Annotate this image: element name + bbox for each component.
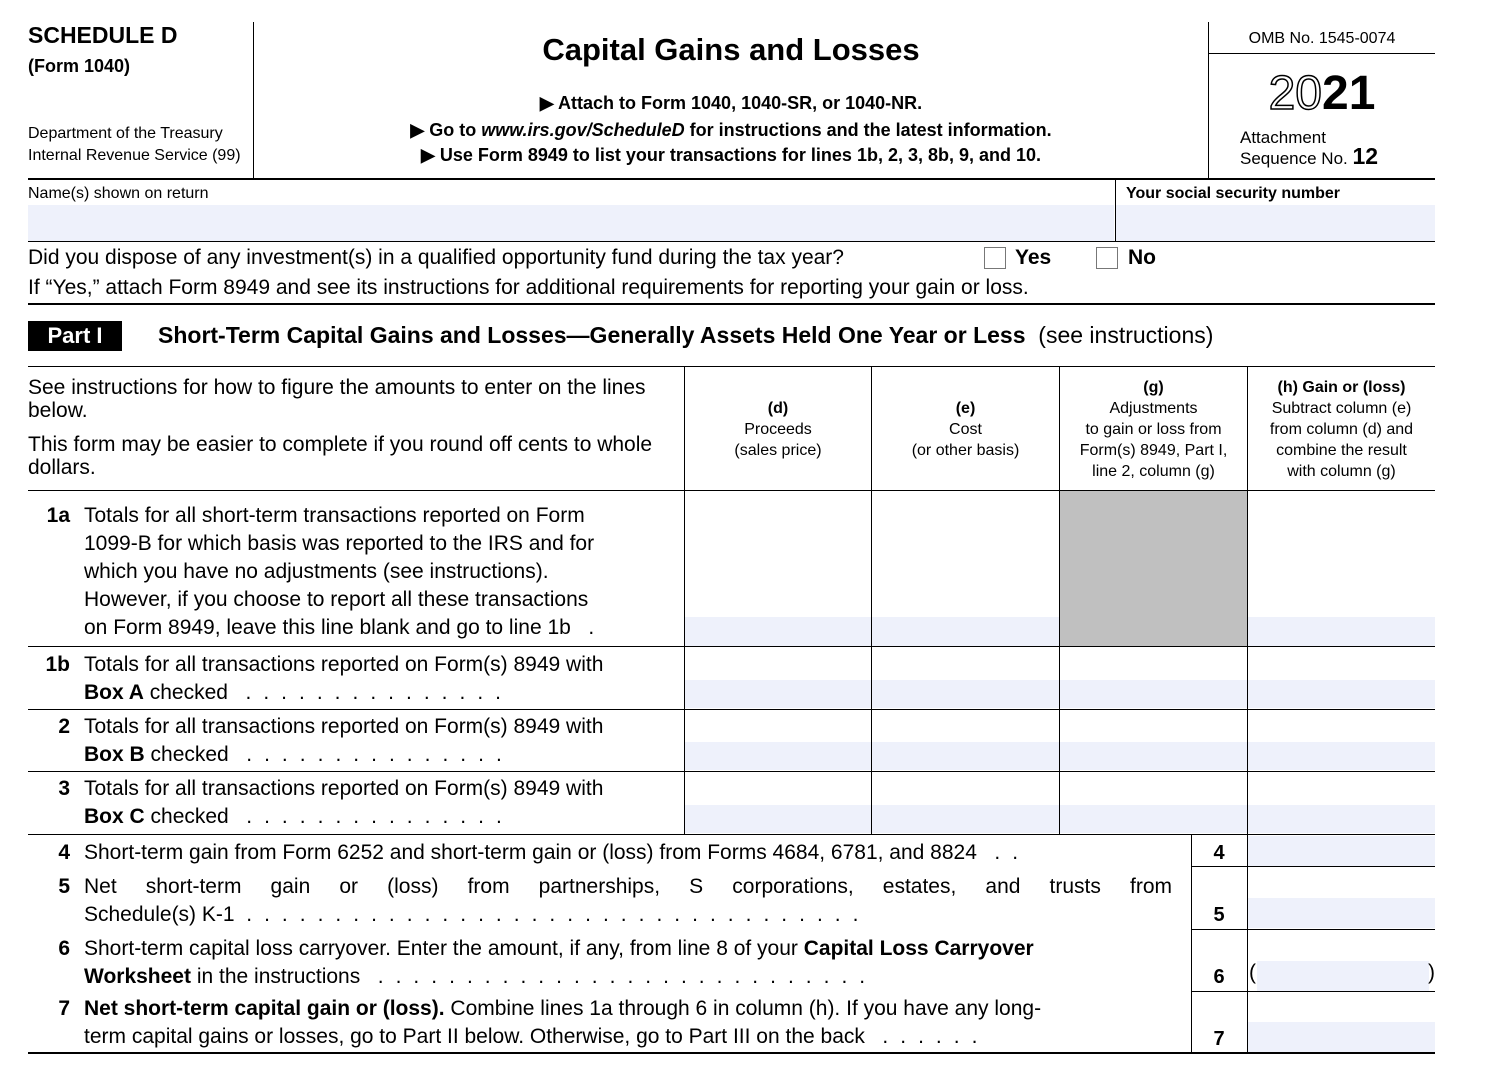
line-1b-number: 1b bbox=[45, 653, 70, 676]
line-5-box: 5 bbox=[1213, 904, 1225, 926]
form-title: Capital Gains and Losses bbox=[542, 32, 920, 67]
line-6-h-field[interactable] bbox=[1257, 961, 1429, 991]
part-tag: Part I bbox=[28, 321, 122, 351]
omb-number: OMB No. 1545-0074 bbox=[1248, 30, 1396, 47]
col-d-header: (d) Proceeds (sales price) bbox=[734, 399, 822, 459]
part-title: Short-Term Capital Gains and Losses—Generally Assets Held One Year or Less (see instructions) bbox=[158, 322, 1214, 348]
tax-year: 2021 bbox=[1268, 67, 1376, 120]
line-6-number: 6 bbox=[58, 937, 70, 960]
line-3-g-field[interactable] bbox=[1060, 805, 1247, 833]
line-6-text: Short-term capital loss carryover. Enter the amount, if any, from line 8 of your Capital Loss Carryover Worksheet in the instructions ............................ bbox=[84, 937, 1034, 988]
line-5-number: 5 bbox=[58, 875, 70, 898]
line-1a-h-field[interactable] bbox=[1248, 617, 1435, 646]
table-intro-2: This form may be easier to complete if you round off cents to whole dollars. bbox=[28, 433, 653, 479]
form-number: (Form 1040) bbox=[28, 56, 131, 76]
line-2-e-field[interactable] bbox=[872, 742, 1059, 770]
line-5-text: Net short-term gain or (loss) from partnerships, S corporations, estates, and trusts from Schedule(s) K-1 ................................... bbox=[84, 875, 1172, 926]
line-5-h-field[interactable] bbox=[1248, 898, 1435, 928]
ssn-label: Your social security number bbox=[1126, 185, 1340, 202]
line-1a-e-field[interactable] bbox=[872, 617, 1059, 646]
line-4-number: 4 bbox=[58, 841, 70, 864]
table-intro-1: See instructions for how to figure the amounts to enter on the lines below. bbox=[28, 376, 646, 422]
line-4-h-field[interactable] bbox=[1248, 836, 1435, 866]
arrow-icon: ▶ bbox=[539, 93, 554, 113]
sequence-label: Sequence No. 12 bbox=[1240, 143, 1379, 169]
instruction-attach: ▶ Attach to Form 1040, 1040-SR, or 1040-NR. bbox=[539, 93, 923, 113]
line-1b-e-field[interactable] bbox=[872, 680, 1059, 708]
instruction-website: ▶ Go to www.irs.gov/ScheduleD for instructions and the latest information. bbox=[410, 120, 1052, 140]
line-3-e-field[interactable] bbox=[872, 805, 1059, 833]
line-3-number: 3 bbox=[58, 777, 70, 800]
line-1a-text: Totals for all short-term transactions reported on Form 1099-B for which basis was reported to the IRS and for which you have no adjustments (see instructions). However, if you choose to report all these transactions on Form 8949, leave this line blank and go to line 1b . bbox=[84, 504, 595, 639]
line-6-box: 6 bbox=[1213, 966, 1225, 988]
close-paren: ) bbox=[1428, 961, 1435, 984]
irs-label: Internal Revenue Service (99) bbox=[28, 147, 241, 164]
line-7-h-field[interactable] bbox=[1248, 1022, 1435, 1052]
line-3-d-field[interactable] bbox=[685, 805, 871, 833]
yes-label: Yes bbox=[1015, 246, 1052, 269]
opportunity-question: Did you dispose of any investment(s) in a qualified opportunity fund during the tax year? bbox=[28, 246, 844, 269]
schedule-title: SCHEDULE D bbox=[28, 22, 178, 48]
name-label: Name(s) shown on return bbox=[28, 185, 209, 202]
line-3-text: Totals for all transactions reported on Form(s) 8949 with Box C checked ............... bbox=[84, 777, 604, 828]
instruction-form8949: ▶ Use Form 8949 to list your transactions for lines 1b, 2, 3, 8b, 9, and 10. bbox=[420, 145, 1042, 165]
yes-checkbox[interactable] bbox=[984, 247, 1006, 269]
open-paren: ( bbox=[1249, 961, 1256, 984]
line-1a-d-field[interactable] bbox=[685, 617, 871, 646]
line-7-text: Net short-term capital gain or (loss). Combine lines 1a through 6 in column (h). If you have any long- term capital gains or losses, go to Part II below. Otherwise, go to Part III on the back ...... bbox=[84, 997, 1042, 1048]
line-2-d-field[interactable] bbox=[685, 742, 871, 770]
attachment-label: Attachment bbox=[1240, 128, 1326, 147]
line-4-box: 4 bbox=[1213, 842, 1225, 864]
line-2-text: Totals for all transactions reported on Form(s) 8949 with Box B checked ............... bbox=[84, 715, 604, 766]
line-1a-number: 1a bbox=[46, 504, 70, 527]
line-2-g-field[interactable] bbox=[1060, 742, 1247, 770]
col-g-header: (g) Adjustments to gain or loss from Form(s) 8949, Part I, line 2, column (g) bbox=[1079, 378, 1228, 480]
line-1b-text: Totals for all transactions reported on Form(s) 8949 with Box A checked ............... bbox=[84, 653, 604, 704]
line-7-number: 7 bbox=[58, 997, 70, 1020]
ssn-field[interactable] bbox=[1116, 205, 1435, 241]
line-3-h-field[interactable] bbox=[1248, 805, 1435, 833]
arrow-icon: ▶ bbox=[420, 145, 435, 165]
sequence-number: 12 bbox=[1352, 143, 1379, 169]
line-4-text: Short-term gain from Form 6252 and short-term gain or (loss) from Forms 4684, 6781, and 8824 .. bbox=[84, 841, 1031, 864]
line-1b-d-field[interactable] bbox=[685, 680, 871, 708]
col-e-header: (e) Cost (or other basis) bbox=[911, 399, 1020, 459]
department: Department of the Treasury bbox=[28, 125, 223, 142]
opportunity-instruction: If “Yes,” attach Form 8949 and see its instructions for additional requirements for reporting your gain or loss. bbox=[28, 276, 1029, 299]
irs-link[interactable]: www.irs.gov/ScheduleD bbox=[481, 120, 685, 140]
col-h-header: (h) Gain or (loss) Subtract column (e) from column (d) and combine the result with column (g) bbox=[1269, 378, 1414, 480]
line-1b-g-field[interactable] bbox=[1060, 680, 1247, 708]
line-7-box: 7 bbox=[1213, 1028, 1225, 1050]
no-checkbox[interactable] bbox=[1096, 247, 1118, 269]
arrow-icon: ▶ bbox=[410, 120, 425, 140]
line-1b-h-field[interactable] bbox=[1248, 680, 1435, 708]
line-2-number: 2 bbox=[58, 715, 70, 738]
line-2-h-field[interactable] bbox=[1248, 742, 1435, 770]
line-1a-g-shaded bbox=[1060, 491, 1247, 646]
no-label: No bbox=[1128, 246, 1156, 269]
name-field[interactable] bbox=[28, 205, 1114, 241]
